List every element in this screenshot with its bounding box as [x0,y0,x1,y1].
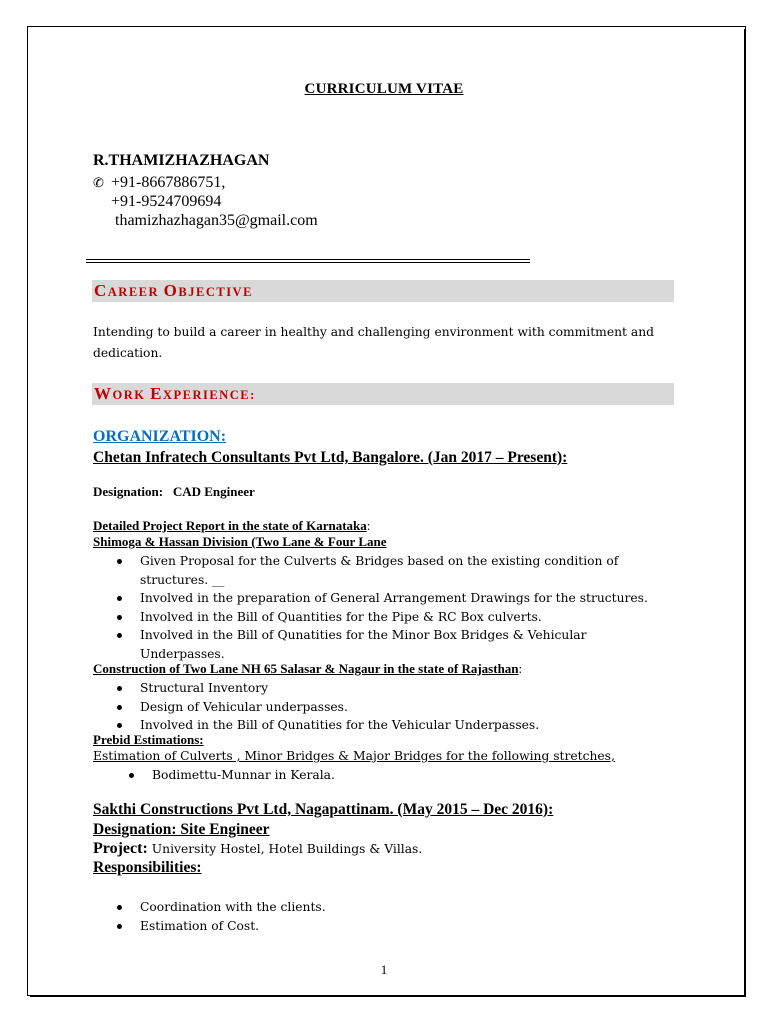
document-title: CURRICULUM VITAE [304,81,464,97]
designation-label: Designation: [93,484,164,499]
prebid-title: Prebid Estimations: [93,732,204,747]
responsibilities-list [93,898,660,935]
construction-project-title: Construction of Two Lane NH 65 Salasar & Nagaur in the state of Rajasthan: [93,661,523,676]
career-objective-text: Intending to build a career in healthy and challenging environment with commitment and dedication. [93,325,654,360]
designation-value: CAD Engineer [172,484,255,499]
page-number: 1 [380,962,388,977]
organization-label: ORGANIZATION: [93,428,227,445]
company-name-1: Chetan Infratech Consultants Pvt Ltd, Bangalore. (Jan 2017 – Present): [93,449,568,466]
project-line [93,840,422,858]
list-item: Involved in the Bill of Qunatities for the Minor Box Bridges & Vehicular Underpasses. [93,626,660,663]
project-value: University Hostel, Hotel Buildings & Villas. [151,842,423,856]
construction-task-list [93,679,660,735]
prebid-list [93,766,672,785]
list-item: Given Proposal for the Culverts & Bridges based on the existing condition of structures. __ [93,552,660,589]
email-address: thamizhazhagan35@gmail.com [115,212,318,229]
phone-number-1: +91-8667886751, [111,174,226,191]
career-objective-heading: CAREER OBJECTIVE [92,280,674,302]
list-item: Coordination with the clients. [93,898,660,917]
phone-line-1 [93,174,225,192]
prebid-text: Estimation of Culverts , Minor Bridges & Major Bridges for the following stretches, [93,749,615,763]
company-name-2: Sakthi Constructions Pvt Ltd, Nagapattinam. (May 2015 – Dec 2016): [93,801,554,818]
work-experience-heading: WORK EXPERIENCE: [92,383,674,405]
dpr-task-list [93,552,660,663]
header-divider [86,259,530,260]
list-item: Design of Vehicular underpasses. [93,698,660,717]
responsibilities-label: Responsibilities: [93,859,202,876]
list-item: Structural Inventory [93,679,660,698]
candidate-name: R.THAMIZHAZHAGAN [93,152,270,169]
phone-icon: ✆ [93,176,104,191]
list-item: Estimation of Cost. [93,917,660,936]
list-item: Involved in the Bill of Quantities for the Pipe & RC Box culverts. [93,608,660,627]
list-item: Involved in the Bill of Qunatities for the Vehicular Underpasses. [93,716,660,735]
designation-2: Designation: Site Engineer [93,821,270,838]
division-title: Shimoga & Hassan Division (Two Lane & Four Lane [93,534,387,549]
dpr-project-title: Detailed Project Report in the state of Karnataka: [93,518,371,533]
header-divider-secondary [86,262,530,263]
project-label: Project: [93,840,148,857]
list-item: Involved in the preparation of General Arrangement Drawings for the structures. [93,589,660,608]
phone-number-2: +91-9524709694 [111,193,222,210]
list-item: Bodimettu-Munnar in Kerala. [93,766,672,785]
designation-1 [93,484,255,500]
